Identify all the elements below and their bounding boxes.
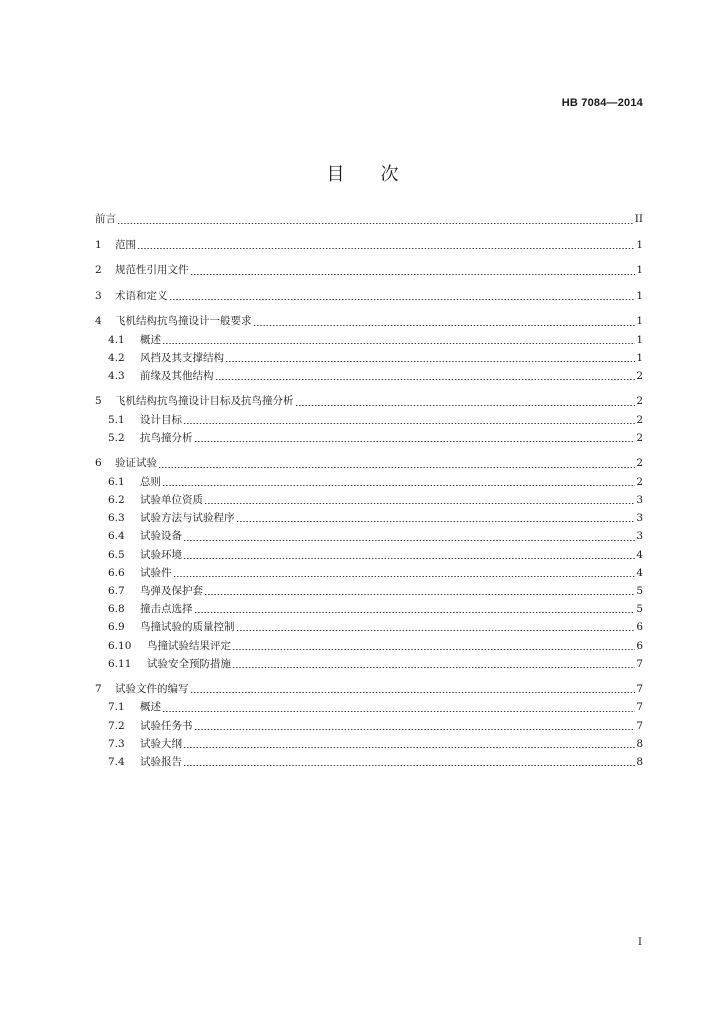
toc-dot-leader — [236, 510, 636, 528]
toc-entry-title: 试验件 — [140, 566, 172, 579]
toc-entry-number: 6.9 — [108, 621, 125, 634]
toc-entry-title: 术语和定义 — [115, 289, 168, 302]
toc-dot-leader — [183, 411, 635, 429]
toc-entry[interactable] — [95, 312, 643, 331]
toc-entry-page: 8 — [636, 756, 643, 769]
toc-entry-page: 8 — [636, 737, 643, 750]
toc-entry[interactable] — [95, 210, 643, 229]
toc-entry-page: 3 — [636, 530, 643, 543]
toc-entry-title: 规范性引用文件 — [115, 264, 189, 276]
toc-entry-page: 7 — [636, 701, 643, 714]
toc-entry-number: 6.4 — [108, 530, 125, 543]
toc-subentry[interactable] — [95, 618, 643, 636]
toc-section-group — [95, 454, 643, 673]
toc-entry-title: 风挡及其支撑结构 — [140, 352, 224, 365]
toc-entry-page: 2 — [636, 475, 643, 488]
toc-subentry[interactable] — [95, 473, 643, 491]
toc-entry-number: 4.1 — [108, 333, 125, 346]
toc-section-group — [95, 236, 643, 255]
toc-entry-title: 试验安全预防措施 — [147, 657, 231, 670]
toc-entry-page: II — [634, 213, 643, 225]
toc-entry-page: 5 — [636, 585, 643, 598]
toc-entry-page: 1 — [636, 238, 643, 251]
toc-entry-page: 2 — [636, 370, 643, 383]
toc-subentry[interactable] — [95, 349, 643, 367]
toc-dot-leader — [204, 582, 635, 600]
toc-dot-leader — [183, 546, 635, 564]
toc-dot-leader — [173, 564, 636, 582]
toc-entry-page: 7 — [636, 719, 643, 732]
toc-entry-title: 试验任务书 — [140, 719, 193, 732]
toc-subentry[interactable] — [95, 699, 643, 717]
toc-entry-page: 2 — [636, 414, 643, 427]
toc-dot-leader — [204, 491, 635, 509]
toc-dot-leader — [232, 655, 635, 673]
toc-entry-number: 4.2 — [108, 352, 125, 365]
toc-entry[interactable] — [95, 287, 643, 306]
toc-entry-page: 2 — [636, 432, 643, 445]
toc-dot-leader — [194, 717, 636, 735]
toc-section-group — [95, 392, 643, 447]
toc-entry-title: 鸟撞试验结果评定 — [147, 639, 231, 652]
toc-dot-leader — [137, 237, 635, 255]
toc-entry-title: 试验大纲 — [140, 737, 182, 750]
toc-subentry[interactable] — [95, 637, 643, 655]
toc-entry-page: 5 — [636, 603, 643, 616]
toc-subentry[interactable] — [95, 546, 643, 564]
toc-section-group — [95, 312, 643, 386]
toc-subentry[interactable] — [95, 655, 643, 673]
toc-dot-leader — [253, 313, 636, 331]
page-number: I — [638, 937, 642, 948]
toc-entry-page: 2 — [636, 456, 643, 469]
toc-entry[interactable] — [95, 680, 643, 699]
toc-entry-title: 试验文件的编写 — [115, 682, 189, 695]
toc-entry-page: 1 — [636, 264, 643, 276]
toc-dot-leader — [194, 429, 636, 447]
toc-dot-leader — [295, 393, 636, 411]
toc-entry-page: 3 — [636, 512, 643, 525]
toc-entry-number: 6.3 — [108, 512, 125, 525]
toc-entry-title: 设计目标 — [140, 414, 182, 427]
toc-dot-leader — [183, 735, 635, 753]
toc-entry-number: 6.10 — [108, 639, 132, 652]
toc-entry-number: 6.2 — [108, 494, 125, 507]
toc-entry-title: 鸟撞试验的质量控制 — [140, 621, 235, 634]
toc-subentry[interactable] — [95, 509, 643, 527]
toc-dot-leader — [236, 619, 636, 637]
toc-dot-leader — [194, 600, 636, 618]
toc-entry[interactable] — [95, 236, 643, 255]
toc-subentry[interactable] — [95, 429, 643, 447]
toc-dot-leader — [162, 699, 635, 717]
toc-entry-page: 7 — [636, 682, 643, 695]
document-code: HB 7084—2014 — [561, 97, 643, 109]
toc-subentry[interactable] — [95, 411, 643, 429]
toc-entry-page: 7 — [636, 657, 643, 670]
toc-entry-number: 2 — [95, 264, 102, 276]
toc-entry-page: 6 — [636, 621, 643, 634]
toc-entry[interactable] — [95, 392, 643, 411]
toc-section-group — [95, 210, 643, 229]
toc-entry-title: 试验单位资质 — [140, 494, 203, 507]
toc-entry-page: 1 — [636, 289, 643, 302]
toc-entry-page: 1 — [636, 333, 643, 346]
toc-entry-title: 概述 — [140, 701, 161, 714]
toc-entry-page: 4 — [636, 548, 643, 561]
toc-entry-number: 5 — [95, 395, 102, 408]
toc-dot-leader — [162, 331, 635, 349]
toc-entry-title: 撞击点选择 — [140, 603, 193, 616]
toc-section-group — [95, 680, 643, 772]
toc-entry-title: 鸟弹及保护套 — [140, 585, 203, 598]
toc-subentry[interactable] — [95, 331, 643, 349]
toc-subentry[interactable] — [95, 367, 643, 385]
toc-dot-leader — [117, 211, 634, 229]
toc-entry-number: 4 — [95, 315, 102, 327]
toc-entry-page: 3 — [636, 494, 643, 507]
toc-subentry[interactable] — [95, 582, 643, 600]
toc-entry-number: 3 — [95, 289, 102, 302]
toc-subentry[interactable] — [95, 528, 643, 546]
toc-entry-page: 4 — [636, 566, 643, 579]
toc-entry-number: 6 — [95, 456, 102, 469]
toc-entry-number: 7.4 — [108, 756, 125, 769]
toc-entry-page: 6 — [636, 639, 643, 652]
toc-entry[interactable] — [95, 261, 643, 280]
toc-dot-leader — [183, 528, 635, 546]
toc-entry-number: 5.2 — [108, 432, 125, 445]
toc-entry-title: 总则 — [140, 475, 161, 488]
toc-entry-title: 飞机结构抗鸟撞设计一般要求 — [115, 315, 252, 327]
toc-entry-number: 6.11 — [108, 657, 132, 670]
toc-entry-number: 7.3 — [108, 737, 125, 750]
toc-entry-number: 5.1 — [108, 414, 125, 427]
toc-entry-title: 飞机结构抗鸟撞设计目标及抗鸟撞分析 — [115, 395, 294, 408]
toc-entry-number: 1 — [95, 238, 102, 251]
toc-subentry[interactable] — [95, 600, 643, 618]
toc-entry-number: 6.6 — [108, 566, 125, 579]
toc-entry-title: 范围 — [115, 238, 136, 251]
toc-entry[interactable] — [95, 454, 643, 473]
toc-section-group — [95, 261, 643, 280]
toc-dot-leader — [169, 288, 636, 306]
toc-entry-number: 6.1 — [108, 475, 125, 488]
toc-entry-page: 2 — [636, 395, 643, 408]
toc-dot-leader — [215, 368, 636, 386]
toc-dot-leader — [158, 455, 635, 473]
toc-subentry[interactable] — [95, 491, 643, 509]
toc-entry-number: 4.3 — [108, 370, 125, 383]
toc-entry-title: 试验报告 — [140, 756, 182, 769]
toc-entry-number: 7 — [95, 682, 102, 695]
toc-entry-title: 试验方法与试验程序 — [140, 512, 235, 525]
toc-entry-number: 6.7 — [108, 585, 125, 598]
toc-subentry[interactable] — [95, 564, 643, 582]
toc-dot-leader — [190, 681, 636, 699]
toc-subentry[interactable] — [95, 753, 643, 771]
toc-entry-number: 7.1 — [108, 701, 125, 714]
toc-dot-leader — [183, 753, 635, 771]
toc-entry-title: 前言 — [95, 213, 116, 225]
toc-entry-title: 前缘及其他结构 — [140, 370, 214, 383]
toc-dot-leader — [162, 473, 635, 491]
toc-subentry[interactable] — [95, 717, 643, 735]
toc-dot-leader — [190, 262, 636, 280]
toc-section-group — [95, 287, 643, 306]
toc-dot-leader — [225, 349, 635, 367]
toc-entry-title: 试验设备 — [140, 530, 182, 543]
toc-entry-title: 验证试验 — [115, 456, 157, 469]
toc-entry-title: 概述 — [140, 333, 161, 346]
toc-entry-title: 试验环境 — [140, 548, 182, 561]
table-of-contents — [95, 210, 643, 778]
toc-entry-number: 6.5 — [108, 548, 125, 561]
toc-dot-leader — [232, 637, 635, 655]
toc-entry-page: 1 — [636, 315, 643, 327]
toc-entry-number: 6.8 — [108, 603, 125, 616]
toc-entry-title: 抗鸟撞分析 — [140, 432, 193, 445]
page-title: 目次 — [326, 164, 435, 185]
toc-subentry[interactable] — [95, 735, 643, 753]
toc-entry-number: 7.2 — [108, 719, 125, 732]
toc-entry-page: 1 — [636, 352, 643, 365]
